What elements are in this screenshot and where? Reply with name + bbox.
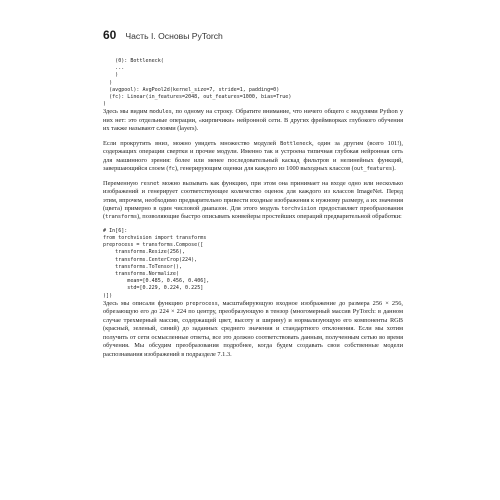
code-line: )]) [103, 292, 113, 299]
code-line: transforms.CenterCrop(224), [103, 256, 198, 263]
page-header [103, 28, 403, 44]
code-line: ) [103, 79, 113, 86]
code-line: transforms.ToTensor(), [103, 263, 183, 270]
inline-code: resnet [140, 180, 160, 187]
inline-code: torchvision [281, 205, 317, 212]
inline-code: fc [168, 166, 175, 173]
code-line: ) [103, 72, 119, 79]
inline-code: transforms [105, 214, 138, 221]
book-page [103, 28, 403, 359]
code-line: mean=[0.485, 0.456, 0.406], [103, 278, 210, 285]
code-line: ... [103, 65, 125, 72]
code-line: from torchvision import transforms [103, 235, 207, 242]
page-number: 60 [103, 28, 117, 42]
code-block-preprocess [103, 228, 403, 300]
code-line: (0): Bottleneck( [103, 58, 164, 64]
inline-code: Bottleneck [280, 140, 312, 147]
code-line: ) [103, 101, 107, 108]
code-line: (avgpool): AvgPool2d(kernel_size=7, stride=1, padding=0) [103, 86, 280, 93]
code-line: # In[6]: [103, 227, 128, 234]
code-line: preprocess = transforms.Compose([ [103, 242, 204, 249]
running-head: Часть I. Основы PyTorch [125, 31, 223, 41]
code-line: (fc): Linear(in_features=2048, out_features=1000, bias=True) [103, 94, 292, 101]
paragraph-bottleneck: Если прокрутить вниз, можно увидеть множество модулей Bottleneck, один за другим (всего 101!), содержащих операции свертки и прочие модули. Именно так и устроена типичная глубокая нейронная сеть для машинного зрения: более или менее последовательный каскад фильтров и нелинейных функций, завершающийся слоем (fc), генерирующим оценки для каждого из 1000 выходных классов (out_features). [103, 139, 403, 173]
paragraph-resnet-transforms: Переменную resnet можно вызывать как функцию, при этом она принимает на входе одно или несколько изображений и генерирует соответствующее количество оценок для каждого из классов ImageNet. Перед этим, впрочем, необходимо предварительно привести входные изображения к нужному размеру, а их значения (цвета) примерно в один числовой диапазон. Для этого модуль torchvision предоставляет преобразования (transforms), позволяющие быстро описывать конвейеры простейших операций предварительной обработки: [103, 179, 404, 221]
inline-code: preprocess [185, 300, 218, 307]
code-line: transforms.Normalize( [103, 271, 179, 278]
inline-code: modules [149, 109, 172, 116]
paragraph-preprocess: Здесь мы описали функцию preprocess, масштабирующую входное изображение до размера 256 × 256, обрезающую его до 224 × 224 по центру, преобразующую в тензор (многомерный массив PyTorch: в данном случае трехмерный массив, содержащий цвет, высоту и ширину) и нормализующую его компоненты RGB (красный, зеленый, синий) до заданных среднего значения и стандартного отклонения. Если мы хотим получить от сети осмысленные ответы, все это должно соответствовать данным, полученным сетью во время обучения. Мы обсудим преобразования подробнее, когда будем создавать свои собственные модели распознавания изображений в подразделе 7.1.3. [103, 299, 403, 358]
code-block-model-summary [103, 58, 403, 108]
code-line: std=[0.229, 0.224, 0.225] [103, 285, 204, 292]
code-line: transforms.Resize(256), [103, 249, 186, 256]
paragraph-modules: Здесь мы видим modules, по одному на строку. Обратите внимание, что ничего общего с модулями Python у них нет: это отдельные операции, «кирпичики» нейронной сети. В других фреймворках глубокого обучения их также называют слоями (layers). [103, 108, 403, 133]
inline-code: out_features [353, 166, 393, 173]
